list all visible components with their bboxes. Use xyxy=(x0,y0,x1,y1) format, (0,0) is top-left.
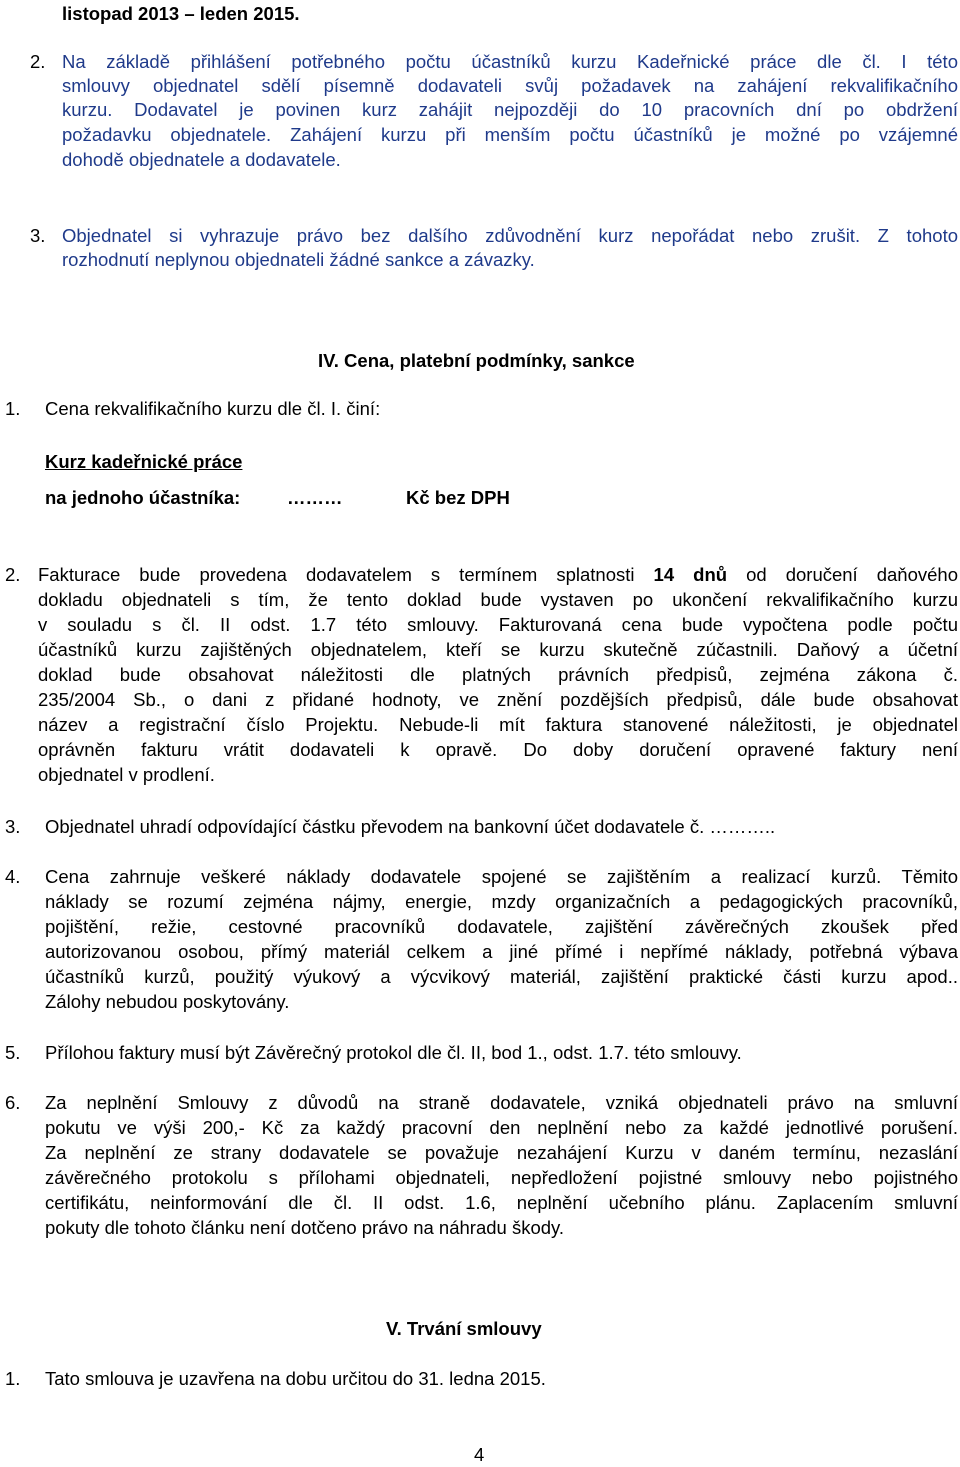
item-number: 4. xyxy=(5,866,21,887)
item-number: 3. xyxy=(30,225,46,246)
paragraph-line: dohodě objednatele a dodavatele. xyxy=(62,149,341,170)
invoice-attachment-line: Přílohou faktury musí být Závěrečný protokol dle čl. II, bod 1., odst. 1.7. této smlouvy. xyxy=(45,1042,742,1063)
price-per-participant-label: na jednoho účastníka: xyxy=(45,487,241,508)
paragraph-line: pokuty dle tohoto článku není dotčeno právo na náhradu škody. xyxy=(45,1217,565,1238)
paragraph-line: objednatel v prodlení. xyxy=(38,764,215,785)
paragraph-line: pojištění, režie, cestovné pracovníků dodavatele, zajištění závěrečných zkoušek před xyxy=(45,916,958,937)
paragraph-line: dokladu objednateli s tím, že tento doklad bude vystaven po ukončení rekvalifikačního kurzu xyxy=(38,589,958,610)
item-number: 3. xyxy=(5,816,21,837)
item-number: 2. xyxy=(30,51,46,72)
paragraph-line: doklad bude obsahovat náležitosti dle platných právních předpisů, zejména zákona č. xyxy=(38,664,958,685)
paragraph-line: oprávněn fakturu vrátit dodavateli k opravě. Do doby doručení opravené faktury není xyxy=(38,739,958,760)
contract-duration-line: Tato smlouva je uzavřena na dobu určitou do 31. ledna 2015. xyxy=(45,1368,546,1389)
item-number: 5. xyxy=(5,1042,21,1063)
paragraph-line: požadavku objednatele. Zahájení kurzu při menším počtu účastníků je možné po vzájemné xyxy=(62,124,958,145)
page-number: 4 xyxy=(474,1444,485,1465)
price-intro: Cena rekvalifikačního kurzu dle čl. I. činí: xyxy=(45,398,381,419)
paragraph-text: Fakturace bude provedena dodavatelem s termínem splatnosti xyxy=(38,564,654,585)
paragraph-line: účastníků kurzu zajištěných objednatelem, kteří se kurzu skutečně zúčastnili. Daňový a účetní xyxy=(38,639,958,660)
course-name: Kurz kadeřnické práce xyxy=(45,451,243,472)
section-heading-iv: IV. Cena, platební podmínky, sankce xyxy=(318,350,635,371)
paragraph-line: kurzu. Dodavatel je povinen kurz zahájit nejpozději do 10 pracovních dní po obdržení xyxy=(62,99,958,120)
paragraph-line: účastníků kurzů, použitý výukový a výcvikový materiál, zajištění praktické části kurzu apod.. xyxy=(45,966,958,987)
top-date-line: listopad 2013 – leden 2015. xyxy=(62,3,300,24)
paragraph-line: 235/2004 Sb., o dani z přidané hodnoty, ve znění pozdějších předpisů, dále bude obsahovat xyxy=(38,689,958,710)
paragraph-line: Objednatel si vyhrazuje právo bez dalšího zdůvodnění kurz nepořádat nebo zrušit. Z tohoto xyxy=(62,225,958,246)
paragraph-line: závěrečného protokolu s přílohami objednateli, nepředložení pojistné smlouvy nebo pojistného xyxy=(45,1167,958,1188)
paragraph-line: rozhodnutí neplynou objednateli žádné sankce a závazky. xyxy=(62,249,535,270)
item-number: 2. xyxy=(5,564,21,585)
paragraph-line: pokutu ve výši 200,- Kč za každý pracovní den neplnění nebo za každé jednotlivé porušení. xyxy=(45,1117,958,1138)
payment-term: 14 dnů xyxy=(653,564,728,585)
paragraph-line: certifikátu, neinformování dle čl. II odst. 1.6, neplnění učebního plánu. Zaplacením smluvní xyxy=(45,1192,958,1213)
paragraph-text: od doručení daňového xyxy=(727,564,959,585)
item-number: 1. xyxy=(5,398,21,419)
paragraph-line: náklady se rozumí zejména nájmy, energie, mzdy organizačních a pedagogických pracovníků, xyxy=(45,891,958,912)
paragraph-line: autorizovanou osobou, přímý materiál celkem a jiné přímé i nepřímé náklady, potřebná výbava xyxy=(45,941,958,962)
price-currency: Kč bez DPH xyxy=(406,487,510,508)
item-number: 1. xyxy=(5,1368,21,1389)
paragraph-line: Za neplnění Smlouvy z důvodů na straně dodavatele, vzniká objednateli právo na smluvní xyxy=(45,1092,958,1113)
paragraph-line: Cena zahrnuje veškeré náklady dodavatele spojené se zajištěním a realizací kurzů. Těmito xyxy=(45,866,958,887)
paragraph-line: v souladu s čl. II odst. 1.7 této smlouvy. Fakturovaná cena bude vypočtena podle počtu xyxy=(38,614,958,635)
paragraph-line: název a registrační číslo Projektu. Nebude-li mít faktura stanovené náležitosti, je objednatel xyxy=(38,714,958,735)
price-placeholder: ……… xyxy=(287,487,343,508)
paragraph-line: Zálohy nebudou poskytovány. xyxy=(45,991,290,1012)
paragraph-line: Za neplnění ze strany dodavatele se považuje nezahájení Kurzu v daném termínu, nezaslání xyxy=(45,1142,958,1163)
paragraph-line: smlouvy objednatel sdělí písemně dodavateli svůj požadavek na zahájení rekvalifikačního xyxy=(62,75,958,96)
paragraph-line xyxy=(38,563,958,587)
bank-account-line: Objednatel uhradí odpovídající částku převodem na bankovní účet dodavatele č. ……….. xyxy=(45,816,776,837)
section-heading-v: V. Trvání smlouvy xyxy=(386,1318,542,1339)
paragraph-line: Na základě přihlášení potřebného počtu účastníků kurzu Kadeřnické práce dle čl. I této xyxy=(62,51,958,72)
item-number: 6. xyxy=(5,1092,21,1113)
